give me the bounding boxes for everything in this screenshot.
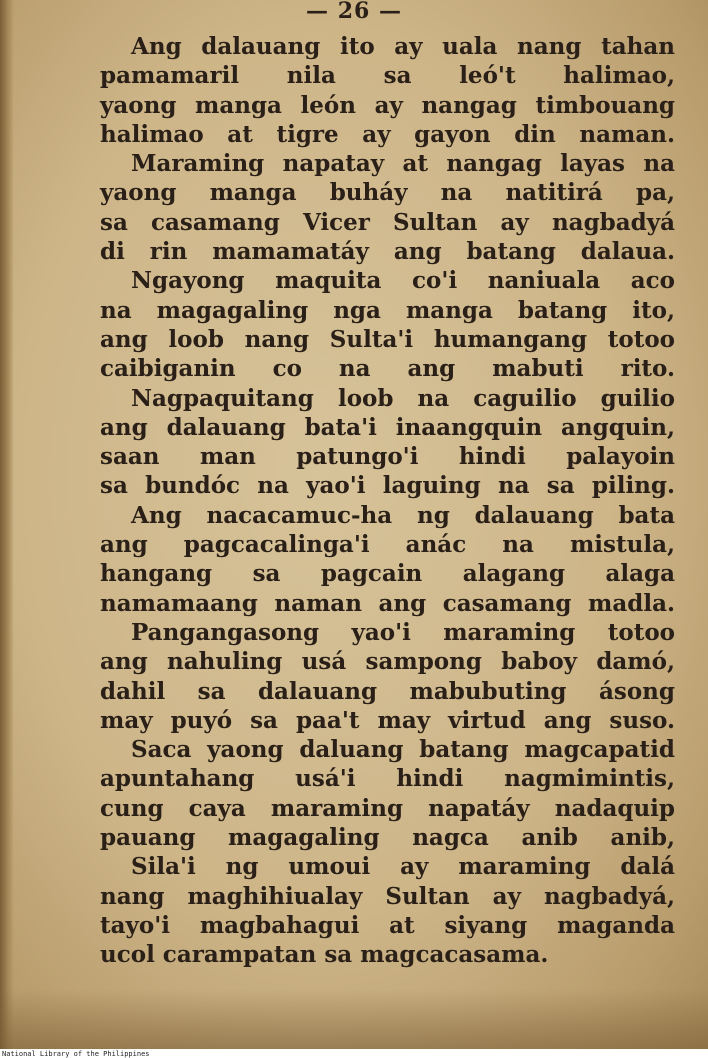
page-bottom-shadow [0,989,708,1049]
verse-line: dahil sa dalauang mabubuting ásong [100,677,675,705]
verse-line: Ang dalauang ito ay uala nang tahan [131,33,675,60]
verse-line: Saca yaong daluang batang magcapatid [131,736,675,764]
stanza [100,501,675,618]
stanza [100,852,675,969]
verse-line: apuntahang usá'i hindi nagmimintis, [100,765,675,793]
verse-line: caibiganin co na ang mabuti rito. [100,355,675,383]
verse-line: halimao at tigre ay gayon din naman. [100,120,675,148]
verse-line: pamamaril nila sa leó't halimao, [100,62,675,90]
stanza [100,735,675,852]
verse-line: sa bundóc na yao'i laguing na sa piling. [100,472,675,500]
stanza [100,32,675,149]
verse-line: di rin mamamatáy ang batang dalaua. [100,238,675,266]
library-credit: National Library of the Philippines [2,1050,150,1058]
page-binding-edge [0,0,14,1049]
verse-line: namamaang naman ang casamang madla. [100,589,675,617]
verse-line: yaong manga buháy na natitirá pa, [100,179,675,207]
verse-line: ang pagcacalinga'i anác na mistula, [100,531,675,559]
stanza [100,149,675,266]
verse-line: nang maghihiualay Sultan ay nagbadyá, [100,882,675,910]
verse-line: ang nahuling usá sampong baboy damó, [100,648,675,676]
verse-line: na magagaling nga manga batang ito, [100,296,675,324]
verse-line: yaong manga león ay nangag timbouang [100,91,675,119]
verse-line: hangang sa pagcain alagang alaga [100,560,675,588]
verse-line: may puyó sa paa't may virtud ang suso. [100,706,675,734]
verse-line: Pangangasong yao'i maraming totoo [131,618,675,646]
stanza [100,266,675,383]
verse-line: Nagpaquitang loob na caguilio guilio [131,384,675,412]
verse-line: sa casamang Vicer Sultan ay nagbadyá [100,208,675,236]
stanza [100,618,675,735]
verse-line: ucol carampatan sa magcacasama. [100,941,549,969]
page-number: — 26 — [306,0,402,24]
verse-line: tayo'i magbahagui at siyang maganda [100,911,675,939]
verse-line: Ngayong maquita co'i naniuala aco [131,267,675,295]
poem-body [100,32,675,970]
verse-line: saan man patungo'i hindi palayoin [100,443,675,471]
verse-line: Maraming napatay at nangag layas na [131,150,675,178]
verse-line: cung caya maraming napatáy nadaquip [100,794,675,822]
verse-line: pauang magagaling nagca anib anib, [100,824,675,852]
verse-line: ang dalauang bata'i inaangquin angquin, [100,413,675,441]
stanza [100,384,675,501]
verse-line: ang loob nang Sulta'i humangang totoo [100,325,675,353]
verse-line: Sila'i ng umoui ay maraming dalá [131,853,675,881]
verse-line: Ang nacacamuc-ha ng dalauang bata [131,501,675,529]
